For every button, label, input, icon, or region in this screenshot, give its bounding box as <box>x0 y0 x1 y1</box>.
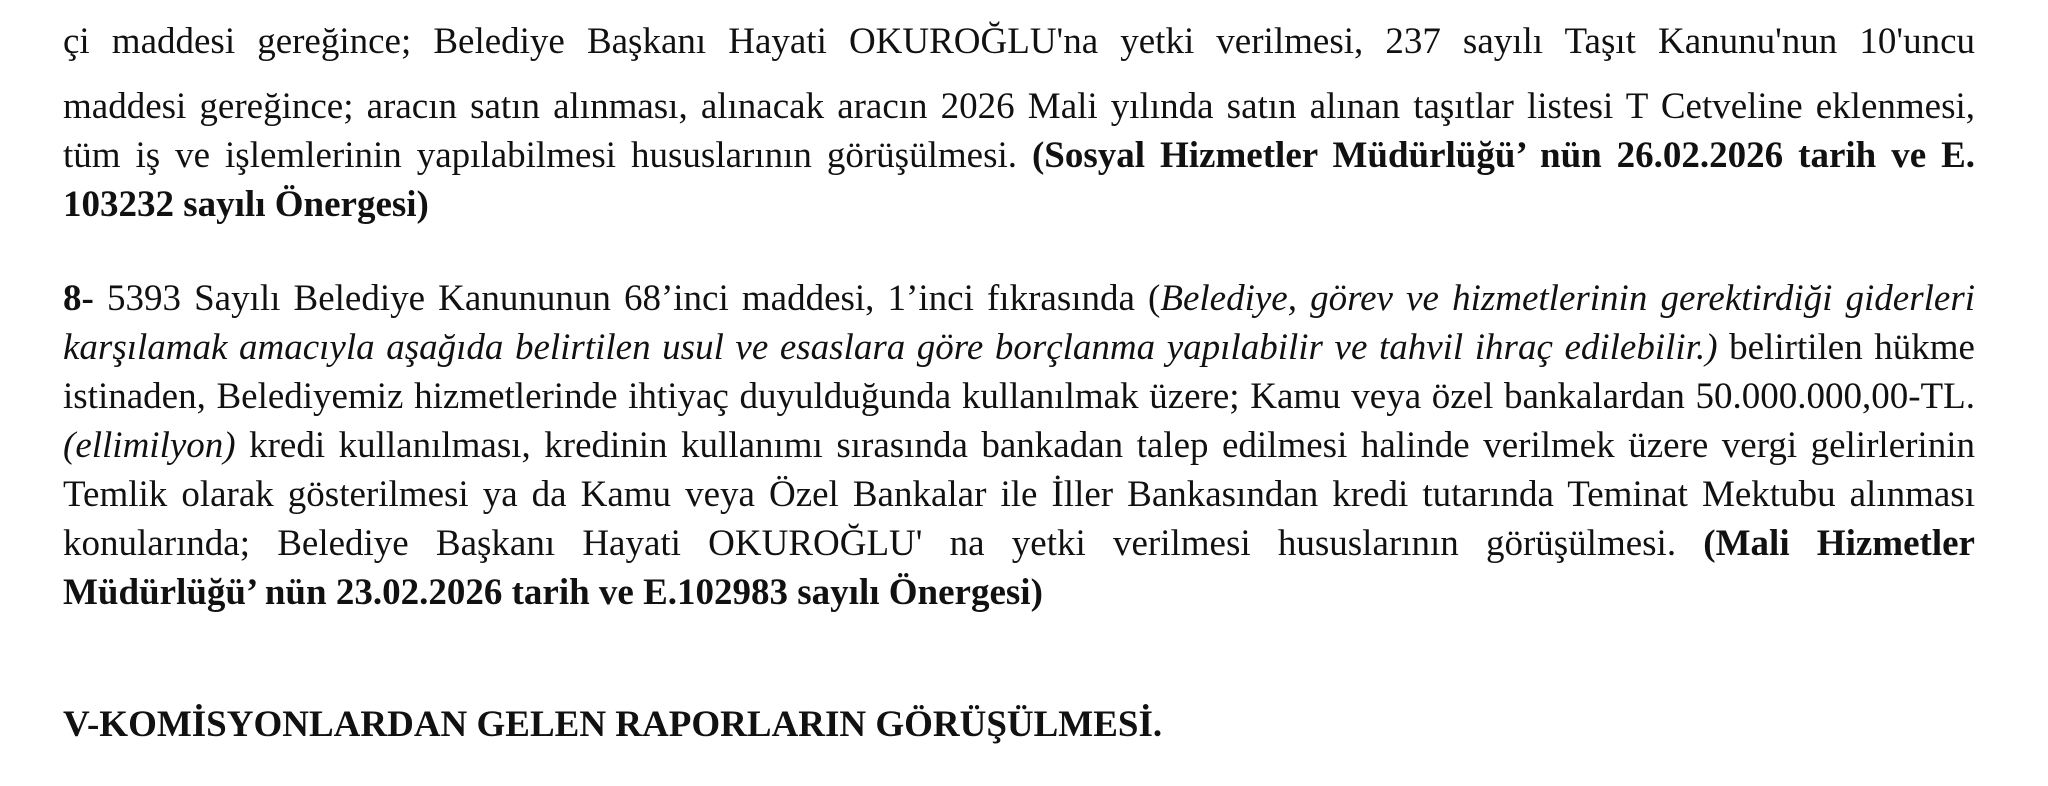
agenda-item-8 <box>63 274 1975 617</box>
section-heading: V-KOMİSYONLARDAN GELEN RAPORLARIN GÖRÜŞÜLMESİ. <box>63 704 1163 745</box>
cropped-line-text: çi maddesi gereğince; Belediye Başkanı Hayati OKUROĞLU'na yetki verilmesi, 237 sayılı Taşıt Kanunu'nun 10'uncu <box>63 21 1975 62</box>
agenda-item-7-continuation <box>63 82 1975 229</box>
item-7-reference: (Sosyal Hizmetler Müdürlüğü’ nün 26.02.2026 tarih ve E. 103232 sayılı Önergesi) <box>63 135 1975 225</box>
item-8-law-quote: Belediye, görev ve hizmetlerinin gerektirdiği giderleri karşılamak amacıyla aşağıda belirtilen usul ve esaslara göre borçlanma yapılabilir ve tahvil ihraç edilebilir.) <box>63 278 1975 368</box>
item-8-number: 8- <box>63 278 94 319</box>
item-8-body-part-1: belirtilen hükme istinaden, Belediyemiz hizmetlerinde ihtiyaç duyulduğunda kullanılmak üzere; Kamu veya özel bankalardan 50.000.000,00-TL. <box>63 327 1975 417</box>
cropped-previous-line <box>63 21 1975 70</box>
item-7-body: maddesi gereğince; aracın satın alınması, alınacak aracın 2026 Mali yılında satın alınan taşıtlar listesi T Cetveline eklenmesi, tüm iş ve işlemlerinin yapılabilmesi hususlarının görüşülmesi. <box>63 86 1975 176</box>
item-8-body-part-2: kredi kullanılması, kredinin kullanımı sırasında bankadan talep edilmesi halinde verilmek üzere vergi gelirlerinin Temlik olarak gösterilmesi ya da Kamu veya Özel Bankalar ile İller Bankasından kredi tutarında Teminat Mektubu alınması konularında; Belediye Başkanı Hayati OKUROĞLU' na yetki verilmesi hususlarının görüşülmesi. <box>63 425 1975 564</box>
item-8-amount-words: (ellimilyon) <box>63 425 236 466</box>
document-page <box>63 0 1975 786</box>
item-8-intro: 5393 Sayılı Belediye Kanununun 68’inci maddesi, 1’inci fıkrasında ( <box>93 278 1161 319</box>
item-8-reference: (Mali Hizmetler Müdürlüğü’ nün 23.02.2026 tarih ve E.102983 sayılı Önergesi) <box>63 523 1975 613</box>
